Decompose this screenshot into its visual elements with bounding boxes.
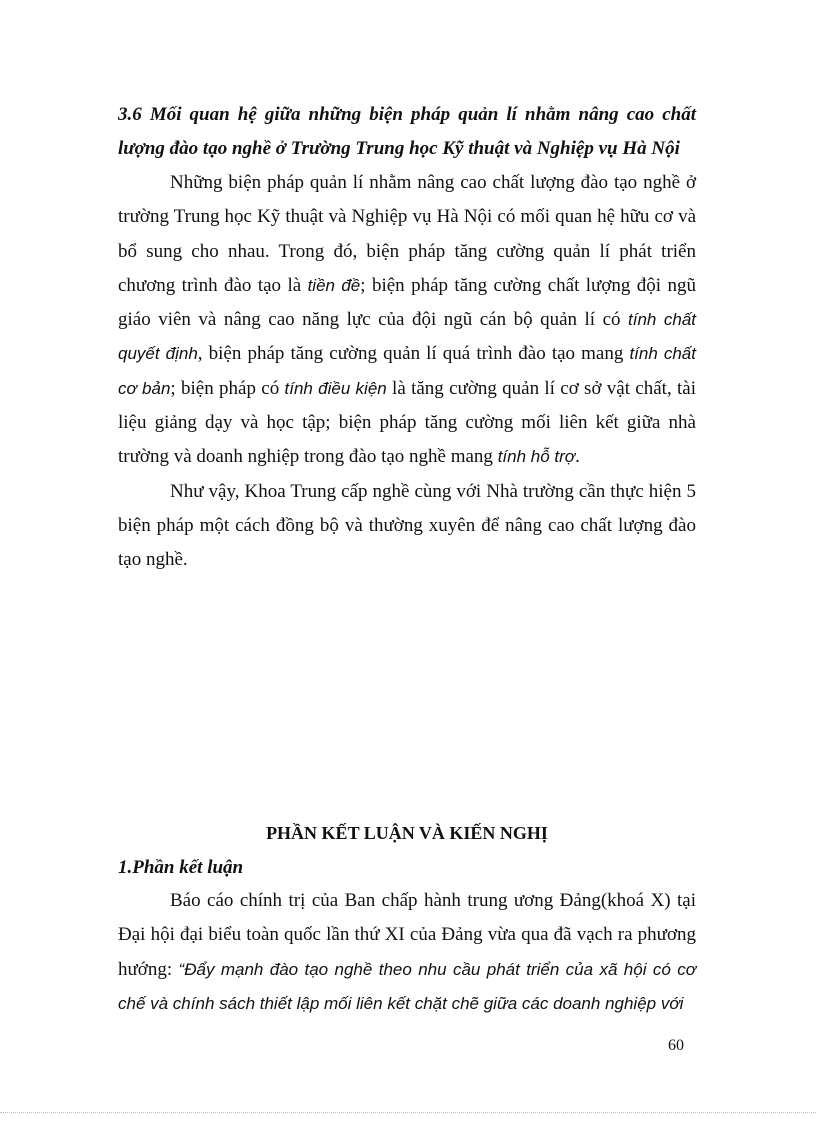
conclusion-subheading: 1.Phần kết luận — [118, 857, 244, 878]
p1-text-4: ; biện pháp có — [170, 377, 285, 399]
section-3-6 — [118, 98, 696, 578]
conclusion-paragraph — [118, 884, 696, 1021]
page-bottom-divider — [0, 1112, 816, 1113]
page-number: 60 — [668, 1037, 684, 1054]
p1-italic-5: tính hỗ trợ — [497, 447, 576, 467]
p1-text-3: , biện pháp tăng cường quản lí quá trình đào tạo mang — [197, 343, 630, 365]
p1-italic-1: tiền đề — [307, 275, 361, 295]
conclusion-text: Báo cáo chính trị của Ban chấp hành trung ương Đảng(khoá X) tại Đại hội đại biểu toàn quốc lần thứ XI của Đảng vừa qua đã vạch ra phương hướng: — [118, 890, 696, 980]
p1-text-5: là tăng cường quản lí cơ sở vật chất, tài liệu giảng dạy và học tập; biện pháp tăng cường mối liên kết giữa nhà trường và doanh nghiệp trong đào tạo nghề mang — [118, 377, 696, 468]
conclusion-quote: “Đẩy mạnh đào tạo nghề theo nhu cầu phát triển của xã hội có cơ chế và chính sách thiết lập mối liên kết chặt chẽ giữa các doanh nghiệp với — [118, 959, 697, 1013]
p1-text-1: Những biện pháp quản lí nhằm nâng cao chất lượng đào tạo nghề ở trường Trung học Kỹ thuật và Nghiệp vụ Hà Nội có mối quan hệ hữu cơ và bổ sung cho nhau. Trong đó, biện pháp tăng cường quản lí phát triển chương trình đào tạo là — [118, 172, 696, 296]
paragraph-2: Như vậy, Khoa Trung cấp nghề cùng với Nhà trường cần thực hiện 5 biện pháp một cách đồng bộ và thường xuyên để nâng cao chất lượng đào tạo nghề. — [118, 480, 696, 571]
conclusion-body — [118, 884, 696, 1021]
p1-italic-4: tính điều kiện — [284, 378, 387, 398]
p1-italic-2: tính chất quyết định — [118, 310, 696, 364]
conclusion-title: PHẦN KẾT LUẬN VÀ KIẾN NGHỊ — [266, 823, 548, 843]
p1-italic-3: tính chất cơ bản — [118, 344, 696, 398]
p1-text-6: . — [575, 446, 580, 468]
p1-text-2: ; biện pháp tăng cường chất lượng đội ngũ giáo viên và nâng cao năng lực của đội ngũ cán bộ quản lí có — [118, 274, 696, 331]
section-heading: 3.6 Mối quan hệ giữa những biện pháp quản lí nhằm nâng cao chất lượng đào tạo nghề ở Trường Trung học Kỹ thuật và Nghiệp vụ Hà Nội — [118, 104, 696, 159]
paragraph-1 — [118, 166, 696, 475]
